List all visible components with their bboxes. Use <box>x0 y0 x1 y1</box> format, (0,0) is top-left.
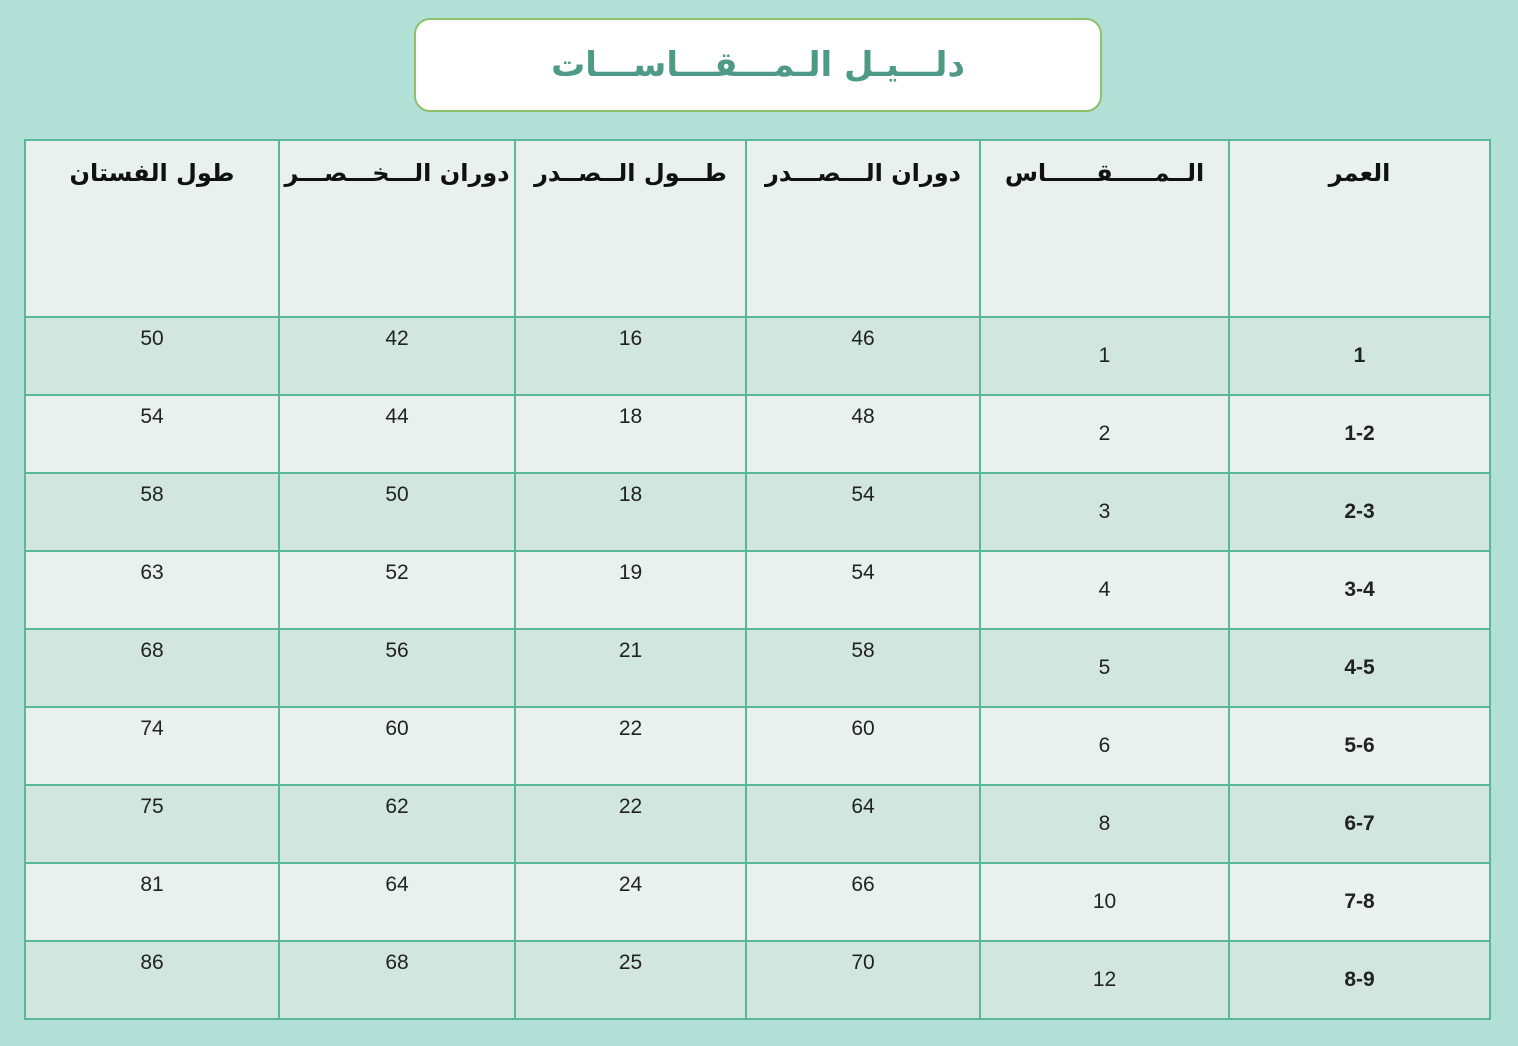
cell-size: 5 <box>980 629 1229 707</box>
cell-dress-length: 81 <box>25 863 279 941</box>
cell-age: 4-5 <box>1229 629 1490 707</box>
cell-age: 2-3 <box>1229 473 1490 551</box>
cell-chest-circumference: 54 <box>746 551 980 629</box>
cell-chest-circumference: 54 <box>746 473 980 551</box>
size-guide-table <box>24 139 1491 1020</box>
cell-chest-length: 16 <box>515 317 746 395</box>
cell-dress-length: 86 <box>25 941 279 1019</box>
cell-dress-length: 54 <box>25 395 279 473</box>
cell-size: 2 <box>980 395 1229 473</box>
cell-waist-circumference: 42 <box>279 317 515 395</box>
cell-dress-length: 75 <box>25 785 279 863</box>
title-box <box>414 18 1102 112</box>
cell-age: 1-2 <box>1229 395 1490 473</box>
table-body <box>25 317 1490 1019</box>
cell-age: 1 <box>1229 317 1490 395</box>
header-waist-circumference: دوران الـــخـــصـــر <box>279 140 515 317</box>
table-header-row <box>25 140 1490 317</box>
cell-dress-length: 68 <box>25 629 279 707</box>
cell-size: 3 <box>980 473 1229 551</box>
cell-size: 10 <box>980 863 1229 941</box>
cell-chest-length: 19 <box>515 551 746 629</box>
cell-waist-circumference: 62 <box>279 785 515 863</box>
cell-size: 6 <box>980 707 1229 785</box>
cell-size: 12 <box>980 941 1229 1019</box>
cell-chest-length: 18 <box>515 395 746 473</box>
table-row <box>25 941 1490 1019</box>
cell-size: 1 <box>980 317 1229 395</box>
cell-age: 6-7 <box>1229 785 1490 863</box>
cell-age: 7-8 <box>1229 863 1490 941</box>
cell-chest-circumference: 64 <box>746 785 980 863</box>
cell-dress-length: 50 <box>25 317 279 395</box>
cell-age: 3-4 <box>1229 551 1490 629</box>
cell-waist-circumference: 50 <box>279 473 515 551</box>
cell-chest-circumference: 46 <box>746 317 980 395</box>
cell-dress-length: 58 <box>25 473 279 551</box>
cell-size: 4 <box>980 551 1229 629</box>
cell-chest-length: 22 <box>515 785 746 863</box>
cell-waist-circumference: 68 <box>279 941 515 1019</box>
cell-size: 8 <box>980 785 1229 863</box>
cell-chest-circumference: 48 <box>746 395 980 473</box>
cell-chest-length: 24 <box>515 863 746 941</box>
cell-chest-circumference: 66 <box>746 863 980 941</box>
cell-waist-circumference: 52 <box>279 551 515 629</box>
cell-chest-circumference: 70 <box>746 941 980 1019</box>
cell-age: 8-9 <box>1229 941 1490 1019</box>
cell-chest-circumference: 58 <box>746 629 980 707</box>
table-row <box>25 785 1490 863</box>
cell-age: 5-6 <box>1229 707 1490 785</box>
table-row <box>25 551 1490 629</box>
header-dress-length: طول الفستان <box>25 140 279 317</box>
table-row <box>25 473 1490 551</box>
cell-chest-circumference: 60 <box>746 707 980 785</box>
header-chest-circumference: دوران الـــصـــدر <box>746 140 980 317</box>
table-row <box>25 629 1490 707</box>
header-chest-length: طـــول الــصــدر <box>515 140 746 317</box>
table-row <box>25 863 1490 941</box>
cell-waist-circumference: 44 <box>279 395 515 473</box>
header-age: العمر <box>1229 140 1490 317</box>
cell-waist-circumference: 56 <box>279 629 515 707</box>
cell-chest-length: 18 <box>515 473 746 551</box>
cell-chest-length: 25 <box>515 941 746 1019</box>
cell-waist-circumference: 64 <box>279 863 515 941</box>
cell-waist-circumference: 60 <box>279 707 515 785</box>
table-row <box>25 395 1490 473</box>
table-row <box>25 707 1490 785</box>
cell-chest-length: 21 <box>515 629 746 707</box>
header-size: الــمـــــقــــــاس <box>980 140 1229 317</box>
cell-chest-length: 22 <box>515 707 746 785</box>
cell-dress-length: 63 <box>25 551 279 629</box>
table-row <box>25 317 1490 395</box>
cell-dress-length: 74 <box>25 707 279 785</box>
page-title: دلـــيـل الـمـــقـــاســـات <box>551 45 965 85</box>
